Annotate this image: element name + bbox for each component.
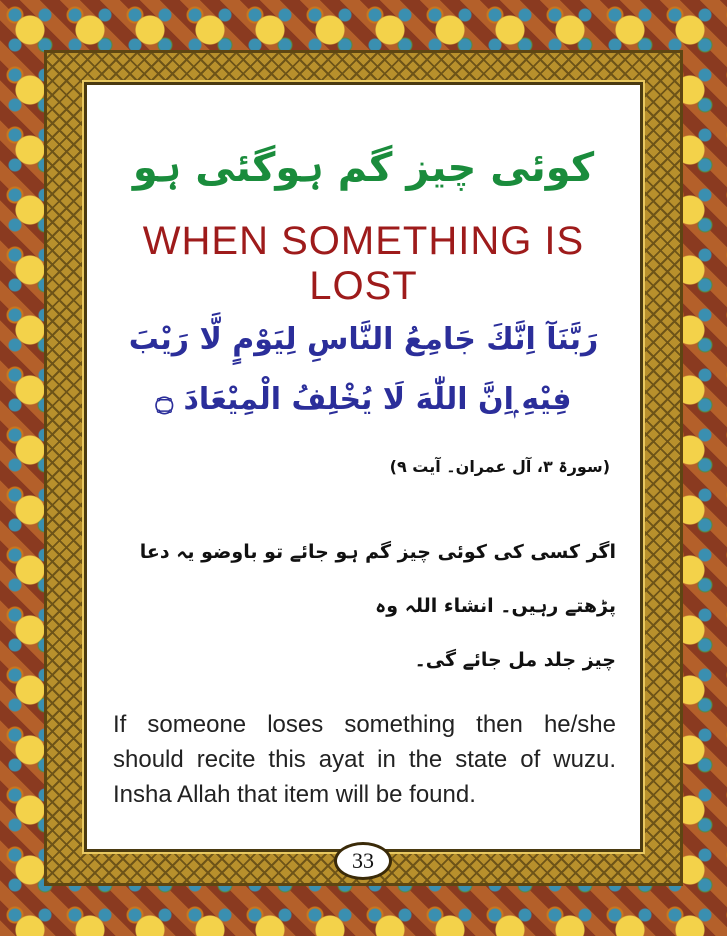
ayah-line-1: رَبَّنَآ اِنَّكَ جَامِعُ النَّاسِ لِيَوْمٍ لَّا رَيْبَ	[128, 322, 599, 357]
quran-ayah	[107, 310, 620, 430]
title-urdu: کوئی چیز گم ہوگئی ہو	[132, 145, 595, 191]
page-number: 33	[334, 842, 392, 880]
english-instruction	[113, 707, 616, 812]
urdu-instruction	[111, 525, 616, 687]
urdu-instruction-line-1: اگر کسی کی کوئی چیز گم ہو جائے تو باوضو یہ دعا پڑھتے رہیں۔ انشاء اللہ وہ	[139, 541, 616, 617]
english-line-3: Insha Allah that item will be found.	[113, 781, 476, 808]
urdu-instruction-line-2: چیز جلد مل جائے گی۔	[414, 649, 616, 671]
surah-reference: (سورۃ ۳، آل عمران۔ آیت ۹)	[389, 457, 610, 476]
title-english: WHEN SOMETHING IS LOST	[142, 219, 585, 308]
english-line-2: should recite this ayat in the state of wuzu.	[113, 746, 616, 773]
ayah-line-2: فِيْهِ ۭاِنَّ اللّٰهَ لَا يُخْلِفُ الْمِيْعَادَ ۝	[155, 382, 572, 417]
english-line-1: If someone loses something then he/she	[113, 711, 616, 738]
content-panel	[84, 82, 643, 852]
